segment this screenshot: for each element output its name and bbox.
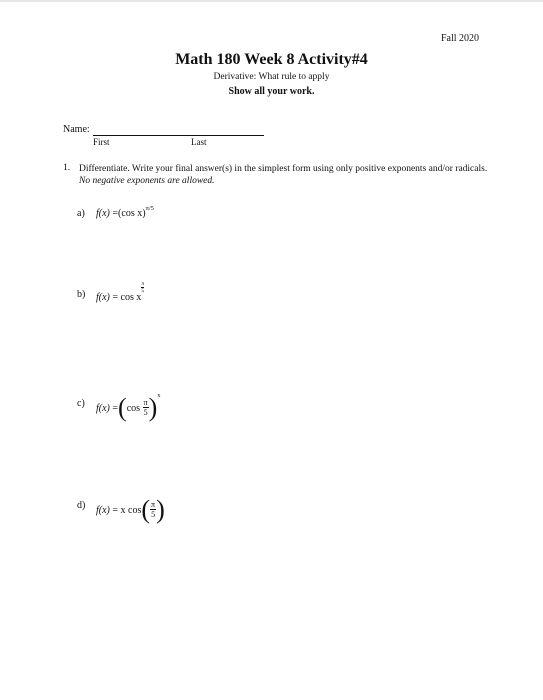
- function: cos: [126, 403, 141, 414]
- function-name: f(x): [96, 505, 110, 516]
- numerator: π: [143, 398, 148, 408]
- exponent-numerator: π: [141, 281, 145, 287]
- exponent-denominator: 5: [141, 288, 145, 294]
- page-edge: [0, 0, 543, 2]
- term-label: Fall 2020: [440, 33, 479, 44]
- part-label: b): [77, 289, 86, 300]
- function-name: f(x): [96, 292, 110, 303]
- expression-d: f(x) = x cos( $\frac{\pi}{5}$ ): [96, 495, 165, 524]
- part-label: d): [77, 500, 86, 511]
- last-name-label: Last: [191, 137, 207, 147]
- problem-note: No negative exponents are allowed.: [79, 176, 215, 186]
- first-name-label: First: [93, 137, 110, 147]
- problem-instructions: Differentiate. Write your final answer(s) in the simplest form using only positive exponents and/or radicals.: [79, 164, 488, 174]
- exponent: π/5: [145, 205, 154, 212]
- instruction-text: Show all your work.: [228, 86, 315, 97]
- exponent-fraction: [141, 281, 144, 294]
- problem-text: [79, 163, 489, 187]
- expression-body: cos x: [121, 208, 143, 219]
- denominator: 5: [151, 510, 156, 520]
- page-subtitle: Derivative: What rule to apply: [213, 72, 330, 82]
- name-line[interactable]: [93, 135, 264, 136]
- function-name: f(x): [96, 208, 110, 219]
- expression-b: f(x) = cos x $\frac{\pi}{5}$: [96, 281, 145, 303]
- part-label: c): [77, 398, 85, 409]
- problem-number: 1.: [63, 163, 71, 173]
- part-label: a): [77, 208, 85, 219]
- fraction: [143, 398, 149, 417]
- prefix: x cos: [120, 505, 142, 516]
- numerator: π: [151, 500, 156, 510]
- name-label: Name:: [63, 124, 90, 135]
- expression-c: f(x) =(cos $\frac{\pi}{5}$ )$^x$: [96, 392, 161, 422]
- expression-body: cos x: [120, 292, 142, 303]
- expression-a: f(x) =(cos x)$^{\pi/5}$: [96, 205, 154, 219]
- exponent: x: [157, 392, 161, 399]
- function-name: f(x): [96, 403, 110, 414]
- denominator: 5: [143, 408, 148, 418]
- page-title: Math 180 Week 8 Activity#4: [175, 51, 368, 68]
